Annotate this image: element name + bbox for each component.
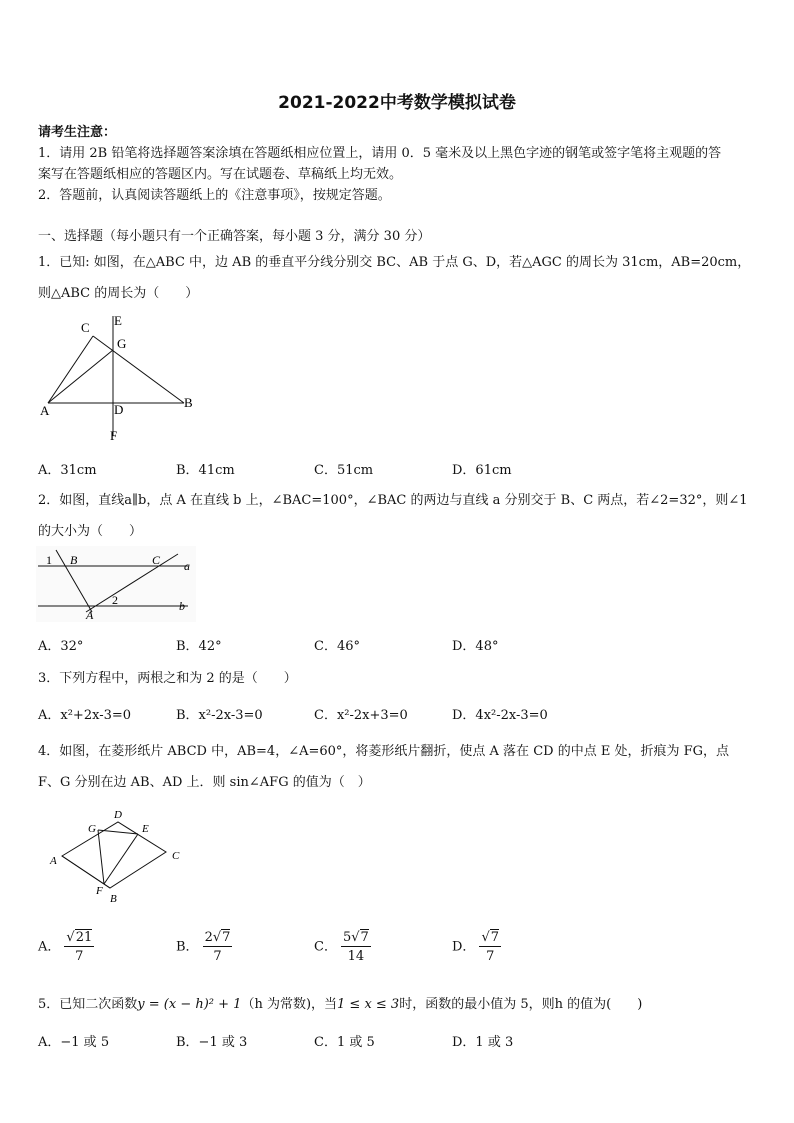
notice-item-1-cont: 案写在答题纸相应的答题区内。写在试题卷、草稿纸上均无效。 bbox=[38, 167, 403, 182]
question-3-option-b: B．x²-2x-3=0 bbox=[176, 708, 263, 723]
fig2-label-a: a bbox=[184, 559, 190, 573]
fig4-label-A: A bbox=[50, 855, 57, 867]
question-1-option-b: B．41cm bbox=[176, 463, 235, 478]
question-5-range: 1 ≤ x ≤ 3 bbox=[337, 997, 400, 1012]
question-1-text: 1．已知: 如图，在△ABC 中，边 AB 的垂直平分线分别交 BC、AB 于点 G、D，若△AGC 的周长为 31cm，AB=20cm， bbox=[38, 255, 751, 270]
question-1-option-c: C．51cm bbox=[314, 463, 374, 478]
question-5-text: 5．已知二次函数y = (x − h)² + 1（h 为常数)，当1 ≤ x ≤ 3时，函数的最小值为 5，则h 的值为( ) bbox=[38, 997, 643, 1012]
notice-heading: 请考生注意： bbox=[38, 125, 117, 140]
question-4-option-b: B． $\frac{2√7}{7}$ bbox=[176, 930, 231, 964]
question-2-option-c: C．46° bbox=[314, 639, 360, 654]
fig2-label-1: 1 bbox=[46, 553, 52, 567]
question-1-option-d: D．61cm bbox=[452, 463, 512, 478]
notice-item-1: 1．请用 2B 铅笔将选择题答案涂填在答题纸相应位置上，请用 0．5 毫米及以上黑色字迹的钢笔或签字笔将主观题的答 bbox=[38, 146, 722, 161]
question-4-option-d: D． $\frac{√7}{7}$ bbox=[452, 930, 500, 964]
question-2-option-d: D．48° bbox=[452, 639, 499, 654]
question-5-option-c: C．1 或 5 bbox=[314, 1035, 375, 1050]
question-4-text-cont: F、G 分别在边 AB、AD 上．则 sin∠AFG 的值为（ ） bbox=[38, 775, 371, 790]
fig1-label-G: G bbox=[117, 336, 127, 351]
fig4-label-E: E bbox=[142, 823, 149, 835]
fig2-label-C: C bbox=[152, 553, 161, 567]
question-5-option-d: D．1 或 3 bbox=[452, 1035, 514, 1050]
question-1-text-cont: 则△ABC 的周长为（ ） bbox=[38, 286, 199, 301]
fig1-label-E: E bbox=[114, 313, 122, 328]
fig1-label-C: C bbox=[81, 320, 90, 335]
fig2-label-2: 2 bbox=[112, 593, 118, 607]
question-3-option-c: C．x²-2x+3=0 bbox=[314, 708, 408, 723]
question-3-option-a: A．x²+2x-3=0 bbox=[38, 708, 132, 723]
fig1-label-A: A bbox=[40, 403, 50, 418]
question-4-option-c: C． $\frac{5√7}{14}$ bbox=[314, 930, 369, 964]
question-5-formula: y = (x − h)² + 1 bbox=[137, 997, 242, 1012]
notice-item-2: 2．答题前，认真阅读答题纸上的《注意事项》，按规定答题。 bbox=[38, 188, 391, 203]
question-4-text: 4．如图，在菱形纸片 ABCD 中，AB=4，∠A=60°，将菱形纸片翻折，使点 A 落在 CD 的中点 E 处，折痕为 FG，点 bbox=[38, 744, 729, 759]
question-2-figure bbox=[36, 546, 196, 622]
question-4-figure bbox=[44, 804, 194, 904]
fig1-label-B: B bbox=[184, 395, 193, 410]
question-4-option-a: A． $\frac{√21}{7}$ bbox=[38, 930, 93, 964]
question-2-text-cont: 的大小为（ ） bbox=[38, 524, 143, 539]
fig4-label-F: F bbox=[96, 885, 103, 897]
question-1-option-a: A．31cm bbox=[38, 463, 97, 478]
question-5-option-b: B．−1 或 3 bbox=[176, 1035, 248, 1050]
fig2-label-A: A bbox=[86, 608, 94, 622]
fig2-label-b: b bbox=[179, 599, 185, 613]
fig4-label-G: G bbox=[88, 823, 96, 835]
section-heading: 一、选择题（每小题只有一个正确答案，每小题 3 分，满分 30 分） bbox=[38, 229, 431, 244]
question-2-option-b: B．42° bbox=[176, 639, 222, 654]
question-2-option-a: A．32° bbox=[38, 639, 84, 654]
fig4-label-C: C bbox=[172, 850, 180, 862]
fig1-label-D: D bbox=[114, 402, 124, 417]
question-3-text: 3．下列方程中，两根之和为 2 的是（ ） bbox=[38, 671, 297, 686]
fig1-label-F: F bbox=[110, 428, 118, 443]
question-3-option-d: D．4x²-2x-3=0 bbox=[452, 708, 548, 723]
question-5-option-a: A．−1 或 5 bbox=[38, 1035, 110, 1050]
fig4-label-B: B bbox=[110, 893, 117, 904]
question-2-text: 2．如图，直线a∥b，点 A 在直线 b 上，∠BAC=100°，∠BAC 的两边与直线 a 分别交于 B、C 两点，若∠2=32°，则∠1 bbox=[38, 493, 748, 508]
fig4-label-D: D bbox=[114, 809, 122, 821]
question-1-figure bbox=[34, 308, 204, 448]
page-title: 2021-2022中考数学模拟试卷 bbox=[278, 93, 516, 113]
fig2-label-B: B bbox=[70, 553, 78, 567]
